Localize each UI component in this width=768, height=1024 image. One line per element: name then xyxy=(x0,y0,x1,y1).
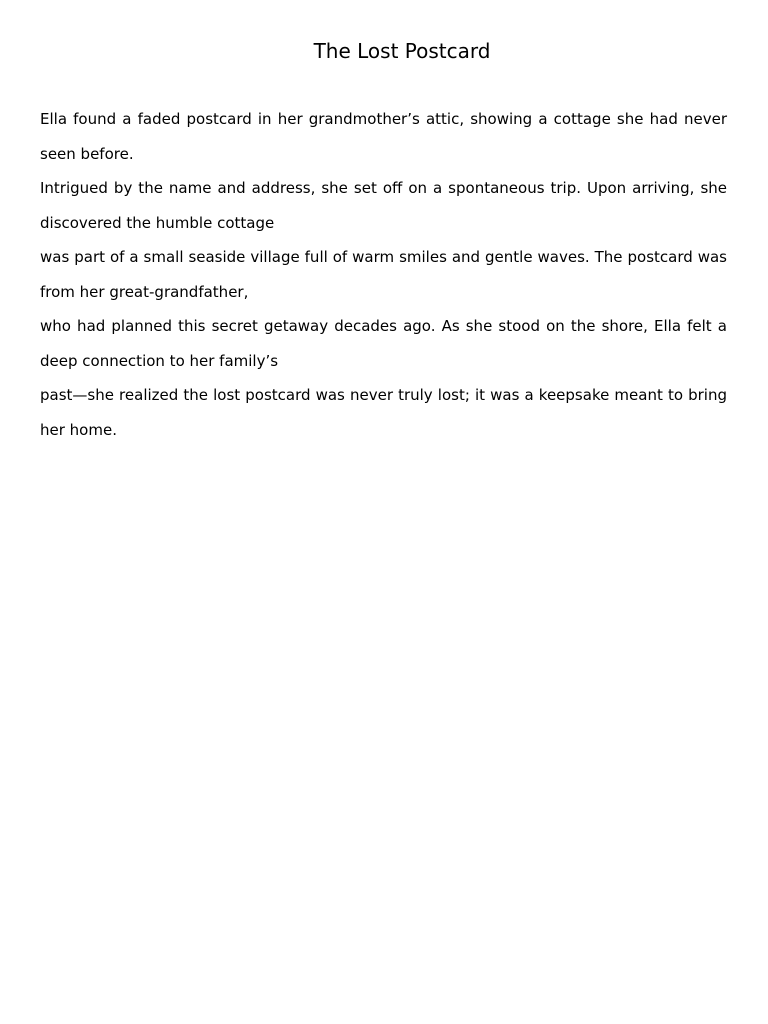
document-body xyxy=(40,102,727,447)
paragraph: past—she realized the lost postcard was never truly lost; it was a keepsake meant to bring her home. xyxy=(40,386,727,439)
document-title: The Lost Postcard xyxy=(313,39,491,63)
paragraph: Ella found a faded postcard in her grandmother’s attic, showing a cottage she had never seen before. xyxy=(40,110,727,163)
paragraph: who had planned this secret getaway decades ago. As she stood on the shore, Ella felt a deep connection to her family’s xyxy=(40,317,727,370)
paragraph: was part of a small seaside village full of warm smiles and gentle waves. The postcard was from her great-grandfather, xyxy=(40,248,727,301)
paragraph: Intrigued by the name and address, she set off on a spontaneous trip. Upon arriving, she discovered the humble cottage xyxy=(40,179,727,232)
